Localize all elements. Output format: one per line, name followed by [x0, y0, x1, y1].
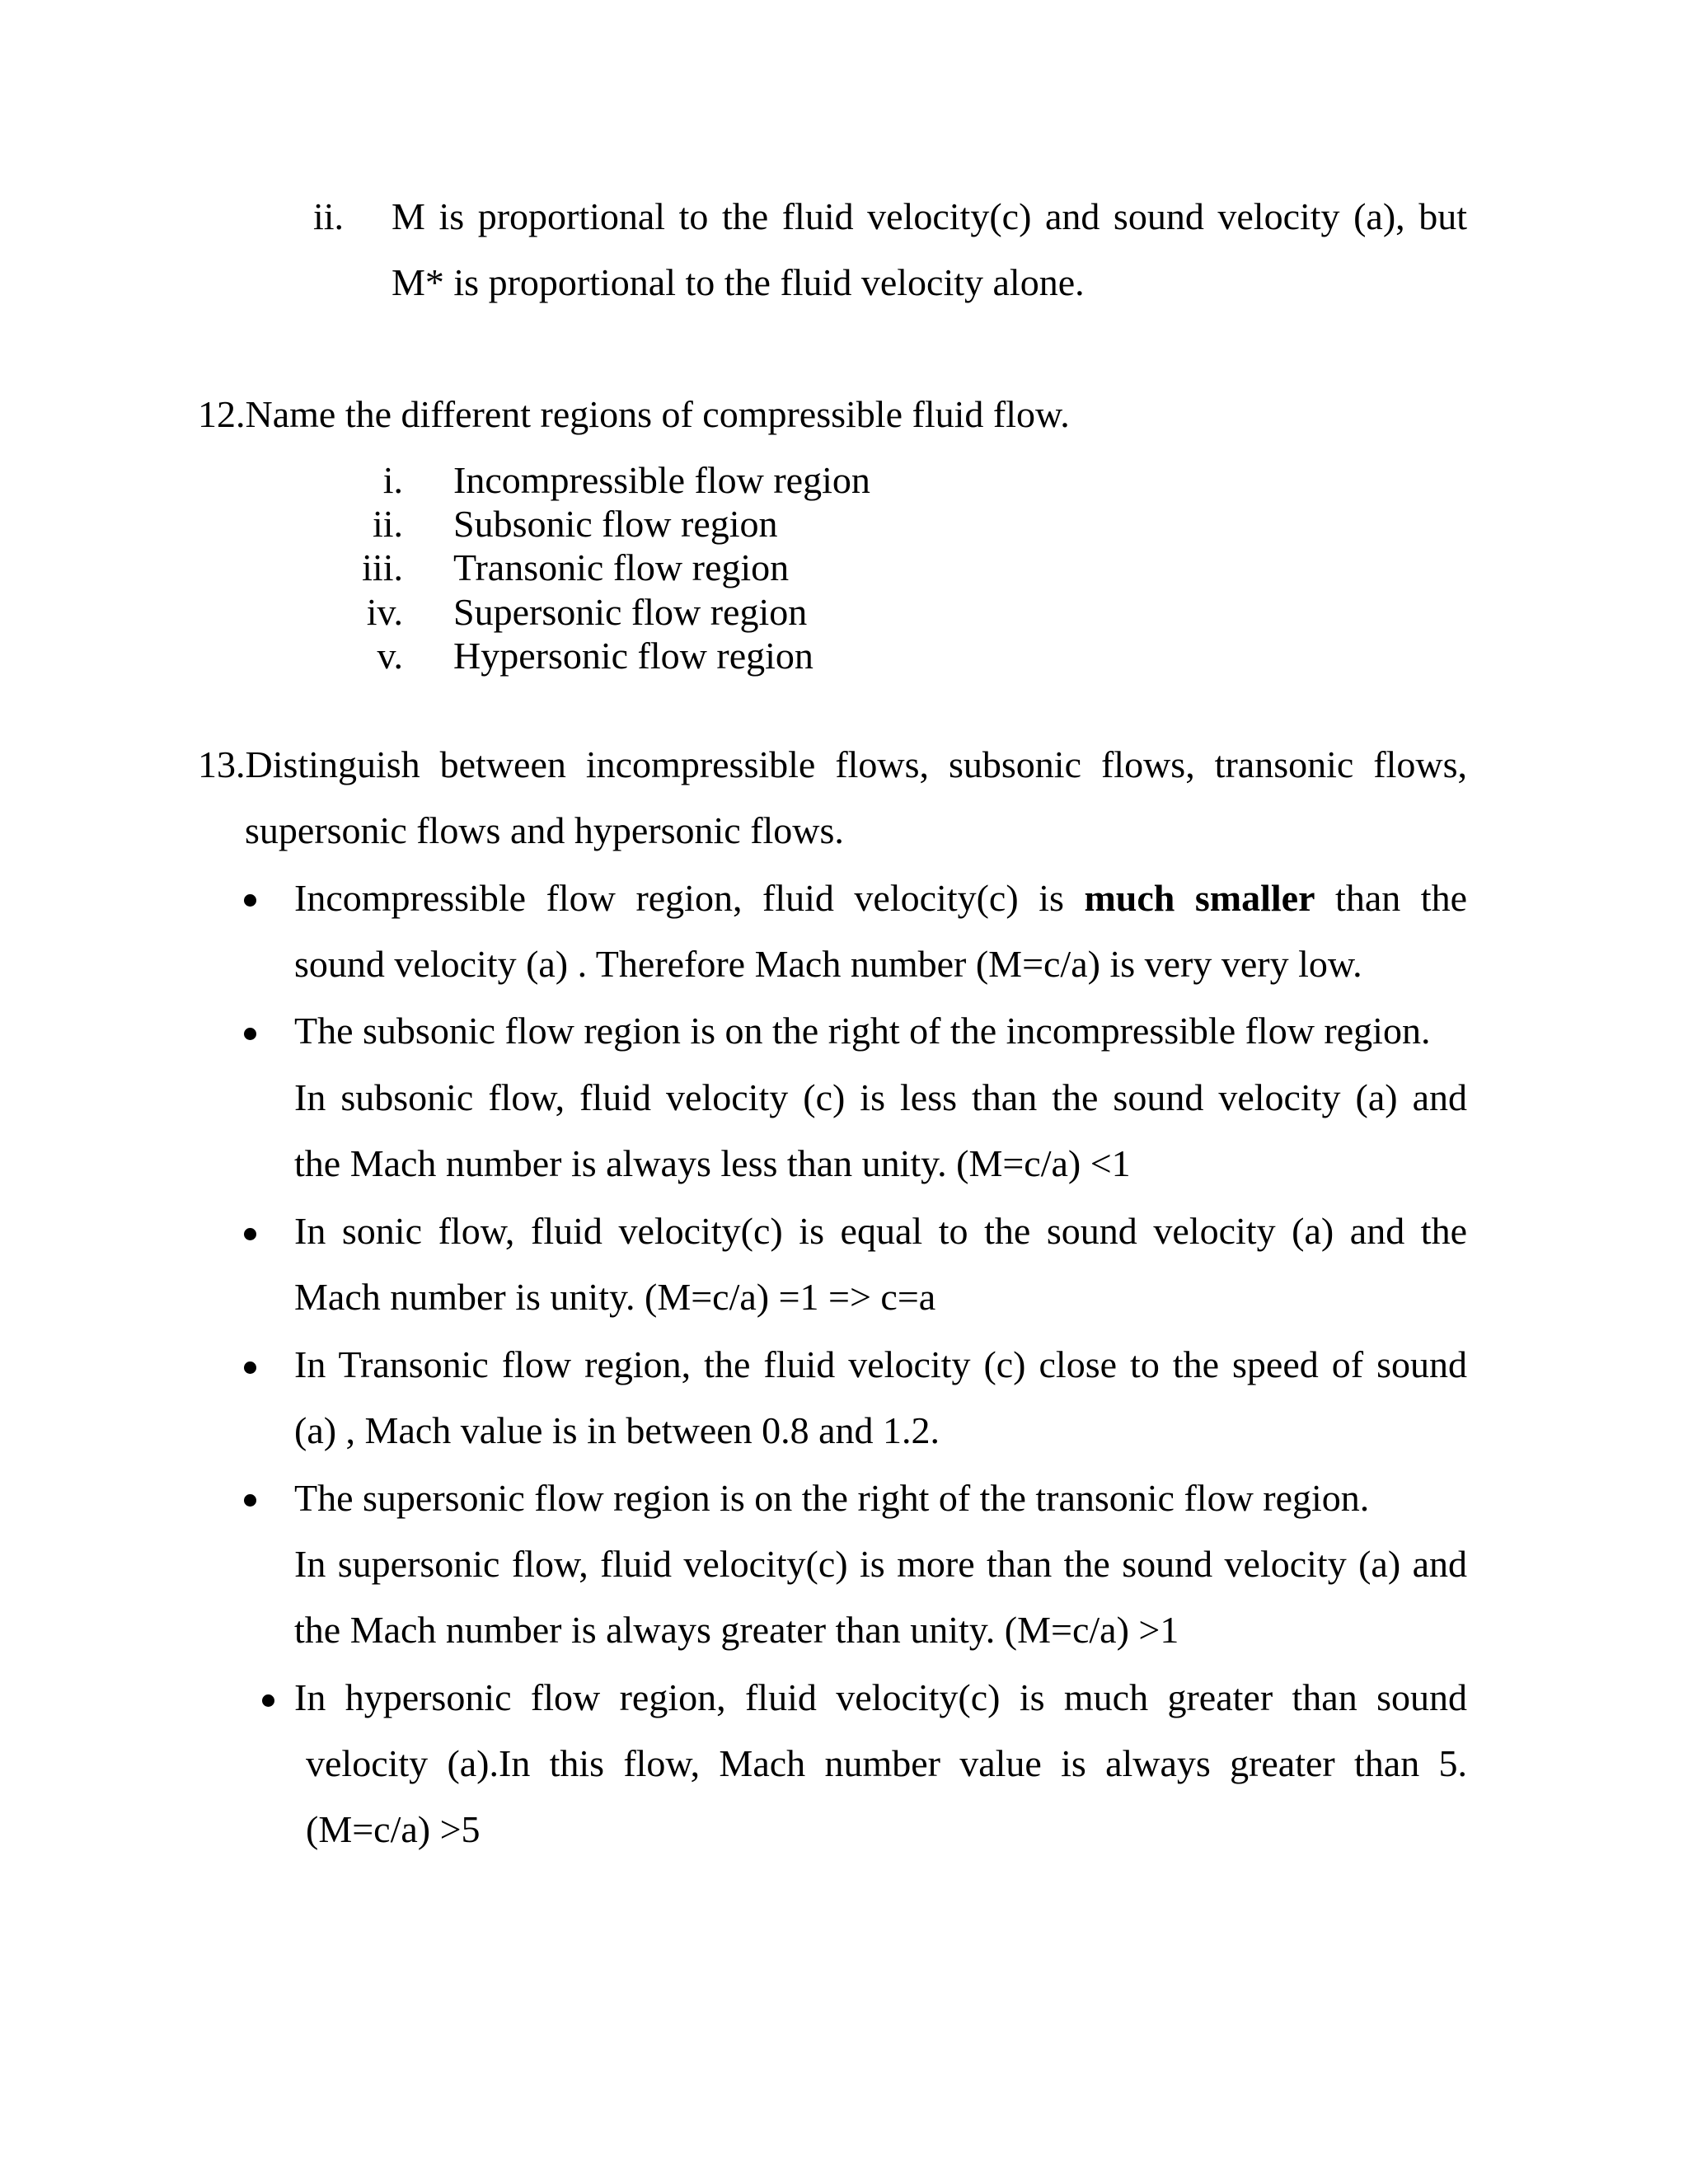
bullet-icon: [244, 1361, 256, 1374]
regions-list-numeral: ii.: [372, 503, 403, 545]
bullet-5-line-1: The supersonic flow region is on the right of the transonic flow region.: [294, 1477, 1370, 1519]
bullet-1-emphasis: much smaller: [1084, 877, 1315, 919]
regions-list-item: Hypersonic flow region: [453, 635, 814, 677]
regions-list-numeral: iii.: [362, 546, 403, 588]
bullet-icon: [262, 1694, 274, 1707]
regions-list-numeral: iv.: [366, 591, 403, 633]
prev-item-line-2: M* is proportional to the fluid velocity alone.: [392, 261, 1085, 303]
regions-list-item: Incompressible flow region: [453, 459, 870, 501]
bullet-2-line-3: the Mach number is always less than unity. (M=c/a) <1: [294, 1142, 1131, 1184]
regions-list-item: Transonic flow region: [453, 546, 790, 588]
prev-item-line-1: M is proportional to the fluid velocity(c) and sound velocity (a), but: [392, 195, 1467, 237]
bullet-icon: [244, 1228, 256, 1240]
bullet-4-line-1: In Transonic flow region, the fluid velocity (c) close to the speed of sound: [294, 1343, 1467, 1385]
bullet-icon: [244, 1028, 256, 1040]
regions-list-numeral: v.: [377, 635, 403, 677]
bullet-6-line-2: velocity (a).In this flow, Mach number value is always greater than 5.: [306, 1742, 1467, 1784]
regions-list-item: Subsonic flow region: [453, 503, 778, 545]
question-12-heading: 12.Name the different regions of compressible fluid flow.: [198, 393, 1070, 435]
bullet-5-line-3: the Mach number is always greater than unity. (M=c/a) >1: [294, 1609, 1179, 1651]
regions-list-numeral: i.: [382, 459, 403, 501]
bullet-icon: [244, 894, 256, 907]
bullet-6-line-3: (M=c/a) >5: [306, 1808, 481, 1850]
question-13-heading-line-1: 13.Distinguish between incompressible flows, subsonic flows, transonic flows,: [198, 743, 1467, 785]
bullet-3-line-1: In sonic flow, fluid velocity(c) is equal to the sound velocity (a) and the: [294, 1210, 1467, 1252]
regions-list-item: Supersonic flow region: [453, 591, 808, 633]
bullet-2-line-1: The subsonic flow region is on the right of the incompressible flow region.: [294, 1010, 1431, 1052]
bullet-1-line-1: Incompressible flow region, fluid velocity(c) is much smaller than the: [294, 877, 1467, 919]
question-13-heading-line-2: supersonic flows and hypersonic flows.: [245, 809, 844, 851]
bullet-4-line-2: (a) , Mach value is in between 0.8 and 1.2.: [294, 1409, 940, 1451]
bullet-5-line-2: In supersonic flow, fluid velocity(c) is more than the sound velocity (a) and: [294, 1543, 1467, 1585]
bullet-1-line-2: sound velocity (a) . Therefore Mach number (M=c/a) is very very low.: [294, 943, 1362, 985]
bullet-icon: [244, 1494, 256, 1507]
bullet-3-line-2: Mach number is unity. (M=c/a) =1 => c=a: [294, 1276, 936, 1318]
bullet-6-line-1: In hypersonic flow region, fluid velocity(c) is much greater than sound: [294, 1676, 1467, 1718]
prev-item-numeral: ii.: [313, 195, 345, 237]
bullet-2-line-2: In subsonic flow, fluid velocity (c) is less than the sound velocity (a) and: [294, 1076, 1467, 1118]
